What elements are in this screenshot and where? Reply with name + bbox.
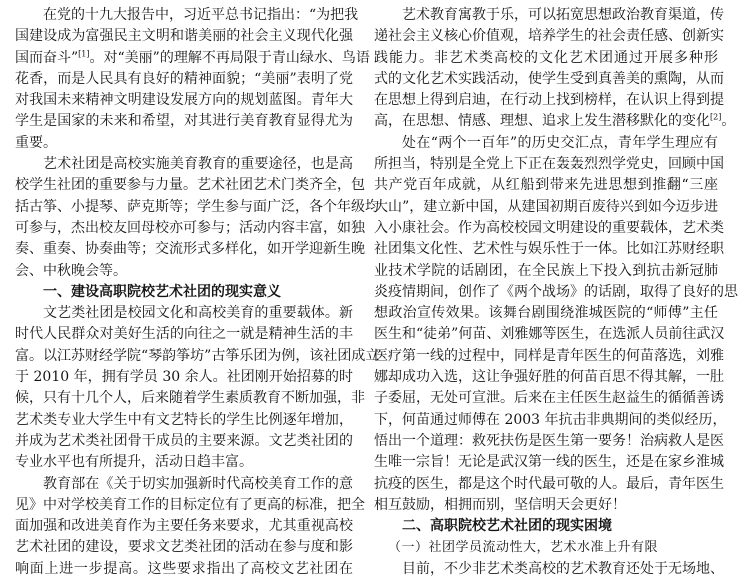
paragraph-line: 专业水平也有所提升，活动日趋丰富。 xyxy=(15,454,253,471)
paragraph-line: 候，只有十几个人，后来随着学生素质教育不断加强，非 xyxy=(15,390,365,407)
section-heading: 一、建设高职院校艺术社团的现实意义 xyxy=(43,283,281,300)
paragraph-line: 生唯一宗旨！无论是武汉第一线的医生，还是在家乡淮城 xyxy=(374,454,724,471)
citation-marker: [2] xyxy=(710,112,722,122)
paragraph-line: 于 2010 年，拥有学员 30 余人。社团刚开始招募的时 xyxy=(15,369,353,386)
left-column xyxy=(15,5,380,580)
paragraph-line: 共产党百年成就，从红船到带来先进思想到推翻“三座 xyxy=(374,177,718,194)
subsection-heading: （一）社团学员流动性大，艺术水准上升有限 xyxy=(388,540,659,556)
paragraph-line: 时代人民群众对美好生活的向往之一就是精神生活的丰 xyxy=(15,326,353,343)
paragraph-line: 医生和“徒弟”何苗、刘雅娜等医生，在选派人员前往武汉 xyxy=(374,326,725,343)
paragraph-line: 目前，不少非艺术类高校的艺术教育还处于无场地、 xyxy=(402,560,724,577)
paragraph-line: 校学生社团的重要参与力量。艺术社团艺术门类齐全，包 xyxy=(15,177,365,194)
paragraph-line: 响面上进一步提高。这些要求指出了高校文艺社团在 xyxy=(15,560,353,577)
paragraph-line: 对我国未来精神文明建设发展方向的规划蓝图。青年大 xyxy=(15,92,353,109)
paragraph-line: 花香，而是人民具有良好的精神面貌；“美丽”表明了党 xyxy=(15,70,353,87)
paragraph-line: 学生是国家的未来和希望，对其进行美育教育显得尤为 xyxy=(15,113,353,130)
paragraph-line: 重要。 xyxy=(15,134,57,151)
paragraph-line: 所担当，特别是全党上下正在轰轰烈烈学党史，回顾中国 xyxy=(374,156,724,173)
paragraph-line: 会、中秋晚会等。 xyxy=(15,262,127,279)
paragraph-line: 社团集文化性、艺术性与娱乐性于一体。比如江苏财经职 xyxy=(374,241,724,258)
paragraph-line: 式的文化艺术实践活动，使学生受到真善美的熏陶，从而 xyxy=(374,70,724,87)
paragraph-line: 面加强和改进美育作为主要任务来要求，尤其重视高校 xyxy=(15,518,353,535)
paragraph-line: 教育部在《关于切实加强新时代高校美育工作的意 xyxy=(43,475,353,492)
paragraph-line: 大山”，建立新中国，从建国初期百废待兴到如今迈步进 xyxy=(374,198,718,215)
section-heading: 二、高职院校艺术社团的现实困境 xyxy=(402,518,612,535)
paragraph-line: 抗疫的医生，都是这个时代最可敬的人。最后，青年医生 xyxy=(374,475,724,492)
paragraph-line: 并成为艺术类社团骨干成员的主要来源。文艺类社团的 xyxy=(15,432,353,449)
paragraph-line: 在思想上得到启迪，在行动上找到榜样，在认识上得到提 xyxy=(374,92,724,109)
paragraph-line: 括古筝、小提琴、萨克斯等；学生参与面广泛，各个年级均 xyxy=(15,198,379,215)
paragraph-line: 奏、重奏、协奏曲等；交流形式多样化，如开学迎新生晚 xyxy=(15,241,365,258)
paragraph-line: 相互鼓励，相拥而别，坚信明天会更好！ xyxy=(374,496,626,513)
paragraph-line: 处在“两个一百年”的历史交汇点，青年学生理应有 xyxy=(402,134,718,151)
paragraph-line: 想政治宣传效果。该舞台剧围绕淮城医院的“师傅”主任 xyxy=(374,305,718,322)
paragraph-line: 递社会主义核心价值观，培养学生的社会责任感、创新实 xyxy=(374,28,724,45)
paragraph-line: 医疗第一线的过程中，同样是青年医生的何苗落选，刘雅 xyxy=(374,347,724,364)
paragraph-line: 业技术学院的话剧团，在全民族上下投入到抗击新冠肺 xyxy=(374,262,718,279)
paragraph-line: 艺术社团是高校实施美育教育的重要途径，也是高 xyxy=(43,156,353,173)
paragraph-line: 高，在思想、情感、理想、追求上发生潜移默化的变化[2]。 xyxy=(374,112,736,130)
paragraph-line: 子委屈，无处可宣泄。后来在主任医生赵益生的循循善诱 xyxy=(374,390,724,407)
paragraph-line: 炎疫情期间，创作了《两个战场》的话剧，取得了良好的思 xyxy=(374,283,738,300)
paragraph-line: 践能力。非艺术类高校的文化艺术团通过开展多种形 xyxy=(374,49,718,66)
paragraph-line: 见》中对学校美育工作的目标定位有了更高的标准，把全 xyxy=(15,496,365,513)
paragraph-line: 娜却成功入选，这让争强好胜的何苗百思不得其解，一肚 xyxy=(374,369,724,386)
paragraph-line: 国建设成为富强民主文明和谐美丽的社会主义现代化强 xyxy=(15,28,353,45)
paragraph-line: 悟出一个道理：救死扶伤是医生第一要务！治病救人是医 xyxy=(374,432,724,449)
paragraph-line: 富。以江苏财经学院“琴韵筝坊”古筝乐团为例，该社团成立 xyxy=(15,347,380,364)
citation-marker: [1] xyxy=(78,48,90,58)
paragraph-line: 下，何苗通过师傅在 2003 年抗击非典期间的类似经历， xyxy=(374,411,727,428)
paragraph-line: 艺术社团的建设，要求文艺类社团的活动在参与度和影 xyxy=(15,539,353,556)
paragraph-line: 国而奋斗”[1]。对“美丽”的理解不再局限于青山绿水、鸟语 xyxy=(15,48,370,66)
paragraph-line: 入小康社会。作为高校校园文明建设的重要载体，艺术类 xyxy=(374,219,724,236)
paragraph-line: 艺术教育寓教于乐，可以拓宽思想政治教育渠道，传 xyxy=(402,7,724,23)
paragraph-line: 在党的十九大报告中，习近平总书记指出：“为把我 xyxy=(43,7,359,23)
paragraph-line: 艺术类专业大学生中有文艺特长的学生比例逐年增加， xyxy=(15,411,353,428)
right-column xyxy=(374,5,738,580)
paragraph-line: 文艺类社团是校园文化和高校美育的重要载体。新 xyxy=(43,305,353,322)
paragraph-line: 可参与，杰出校友回母校亦可参与；活动内容丰富，如独 xyxy=(15,219,365,236)
